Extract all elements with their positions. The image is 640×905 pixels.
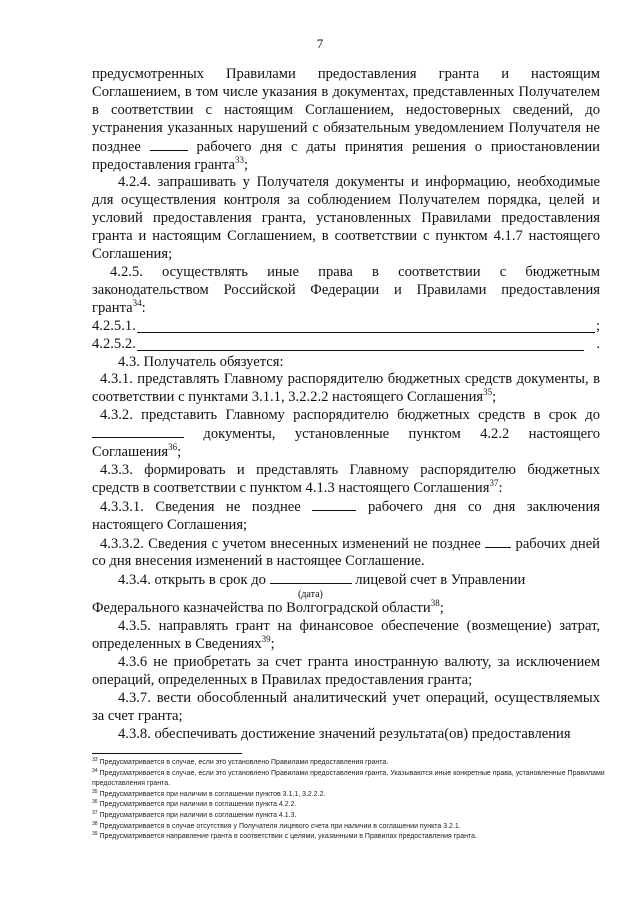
date-caption: (дата) bbox=[298, 589, 323, 601]
footnote-text: Предусматривается при наличии в соглашении пункта 4.1.3. bbox=[99, 811, 297, 819]
blank-field bbox=[312, 498, 356, 511]
paragraph-text: 4.3.1. представлять Главному распорядителю бюджетных средств документы, в соответствии с пунктами 3.1.1, 3.2.2.2 настоящего Соглашения bbox=[92, 371, 600, 406]
footnote-34 bbox=[92, 769, 612, 790]
paragraph-4-3-3: 4.3.3. формировать и представлять Главному распорядителю бюджетных средств в соответствии с пунктом 4.1.3 настоящего Соглашения$^{37}$: bbox=[92, 461, 600, 496]
paragraph-text: 4.3.3.2. Сведения с учетом внесенных изменений не позднее bbox=[100, 535, 481, 552]
blank-field bbox=[137, 337, 585, 351]
paragraph-text: предусмотренных Правилами предоставления гранта и настоящим Соглашением, в том числе указания в документах, представленных Получателем в соответствии с настоящим Соглашением, недостоверных сведений, до устранения указанных нарушений с обязательным уведомлением Получателя не позднее bbox=[92, 66, 600, 155]
paragraph-text: 4.3.3. формировать и представлять Главному распорядителю бюджетных средств в соответствии с пунктом 4.1.3 настоящего Соглашения bbox=[92, 461, 600, 496]
paragraph-text: документы, установленные пунктом 4.2.2 настоящего Соглашения bbox=[92, 426, 600, 461]
footnote-text: Предусматривается при наличии в соглашении пунктов 3.1.1, 3.2.2.2. bbox=[99, 790, 326, 798]
blank-field bbox=[137, 319, 595, 333]
paragraph-text: рабочего дня со дня заключения настоящего Соглашения; bbox=[92, 498, 600, 533]
footnote-ref: 36 bbox=[168, 442, 178, 453]
paragraph-text: ; bbox=[244, 156, 249, 173]
footnote-text: Предусматривается направление гранта в соответствии с целями, указанными в Правилах предоставления гранта. bbox=[99, 833, 477, 841]
paragraph-4-3-7: 4.3.7. вести обособленный аналитический учет операций, осуществляемых за счет гранта; bbox=[92, 689, 600, 724]
paragraph-4-3-2: 4.3.2. представить Главному распорядителю бюджетных средств в срок до документы, установленные пунктом 4.2.2 настоящего Соглашения$^{36}$; bbox=[92, 407, 600, 461]
footnote-number: 34 bbox=[92, 767, 98, 774]
paragraph-text: 4.3.4. открыть в срок до bbox=[118, 572, 266, 589]
paragraph-text: 4.3.2. представить Главному распорядителю бюджетных средств в срок до bbox=[100, 407, 600, 424]
footnote-ref: 35 bbox=[483, 387, 493, 398]
footnote-ref: 34 bbox=[132, 297, 142, 308]
paragraph-4-3-5: 4.3.5. направлять грант на финансовое обеспечение (возмещение) затрат, определенных в Сведениях$^{39}$; bbox=[92, 618, 600, 653]
footnote-separator bbox=[92, 753, 242, 754]
footnote-number: 37 bbox=[92, 809, 98, 816]
blank-field bbox=[92, 425, 184, 438]
footnote-number: 33 bbox=[92, 757, 98, 763]
paragraph-text: лицевой счет в Управлении bbox=[355, 572, 526, 589]
date-blank-field bbox=[270, 571, 352, 584]
blank-field bbox=[485, 535, 511, 548]
footnote-text: Предусматривается в случае, если это установлено Правилами предоставления гранта. Указываются иные конкретные права, установленные Правилами предоставления гранта. bbox=[92, 769, 605, 788]
paragraph-text: Федерального казначейства по Волгоградской области bbox=[92, 600, 431, 617]
footnote-37 bbox=[92, 811, 612, 822]
footnote-35 bbox=[92, 790, 612, 801]
blank-field bbox=[150, 138, 188, 151]
paragraph-4-3-3-2 bbox=[92, 535, 600, 572]
footnote-number: 36 bbox=[92, 799, 98, 806]
paragraph-text: 4.3.3.1. Сведения не позднее bbox=[100, 498, 301, 515]
item-number: 4.2.5.2. bbox=[92, 335, 136, 352]
paragraph-4-3-1: 4.3.1. представлять Главному распорядителю бюджетных средств документы, в соответствии с пунктами 3.1.1, 3.2.2.2 настоящего Соглашения$^{35}$; bbox=[92, 371, 600, 406]
paragraph-text: рабочего дня с даты принятия решения о приостановлении предоставления гранта bbox=[92, 138, 600, 173]
item-number: 4.2.5.1. bbox=[92, 317, 136, 334]
paragraph-text: рабочих дней со дня внесения изменений в настоящее Соглашение. bbox=[92, 535, 600, 570]
paragraph-4-2-5: 4.2.5. осуществлять иные права в соответствии с бюджетным законодательством Российской Федерации и Правилами предоставления гранта$^{34}$: bbox=[92, 263, 600, 316]
paragraph-4-3-3-1 bbox=[92, 498, 600, 535]
document-body bbox=[92, 66, 600, 744]
footnote-33 bbox=[92, 758, 612, 769]
paragraph-4-3-6: 4.3.6 не приобретать за счет гранта иностранную валюту, за исключением операций, определенных в Правилах предоставления гранта; bbox=[92, 654, 600, 688]
paragraph-text: 4.3.5. направлять грант на финансовое обеспечение (возмещение) затрат, определенных в Сведениях bbox=[92, 618, 600, 653]
footnote-36 bbox=[92, 800, 612, 811]
paragraph-4-2-3-continuation bbox=[92, 66, 600, 174]
footnote-number: 38 bbox=[92, 820, 98, 827]
footnote-39 bbox=[92, 832, 612, 843]
paragraph-4-2-5-1: 4.2.5.1. ; bbox=[92, 317, 600, 334]
footnote-number: 35 bbox=[92, 788, 98, 795]
page-number: 7 bbox=[316, 36, 324, 51]
footnote-ref: 38 bbox=[430, 598, 440, 609]
paragraph-4-3-4: 4.3.4. открыть в срок до лицевой счет в Управлении (дата) Федерального казначейства по Волгоградской области$^{38}$; bbox=[92, 571, 600, 618]
footnote-text: Предусматривается в случае, если это установлено Правилами предоставления гранта. bbox=[99, 759, 389, 766]
paragraph-4-2-4: 4.2.4. запрашивать у Получателя документы и информацию, необходимые для осуществления контроля за соблюдением Получателем порядка, целей и условий предоставления гранта, установленных Правилами предоставления гранта и настоящим Соглашением, в соответствии с пунктом 4.1.7 настоящего Соглашения; bbox=[92, 174, 600, 263]
paragraph-4-3-8: 4.3.8. обеспечивать достижение значений результата(ов) предоставления bbox=[118, 725, 571, 742]
paragraph-4-3: 4.3. Получатель обязуется: bbox=[118, 353, 284, 370]
footnotes bbox=[92, 758, 612, 843]
footnote-38 bbox=[92, 822, 612, 833]
footnote-text: Предусматривается при наличии в соглашении пункта 4.2.2. bbox=[99, 801, 297, 809]
footnote-number: 39 bbox=[92, 831, 98, 838]
paragraph-text: 4.2.5. осуществлять иные права в соответствии с бюджетным законодательством Российской Федерации и Правилами предоставления гранта bbox=[92, 263, 600, 316]
paragraph-4-2-5-2: 4.2.5.2. . bbox=[92, 335, 600, 352]
footnote-ref: 37 bbox=[489, 477, 499, 488]
footnote-text: Предусматривается в случае отсутствия у Получателя лицевого счета при наличии в соглашении пункта 3.2.1. bbox=[99, 822, 461, 830]
footnote-ref: 33 bbox=[235, 154, 245, 165]
footnote-ref: 39 bbox=[261, 634, 271, 645]
